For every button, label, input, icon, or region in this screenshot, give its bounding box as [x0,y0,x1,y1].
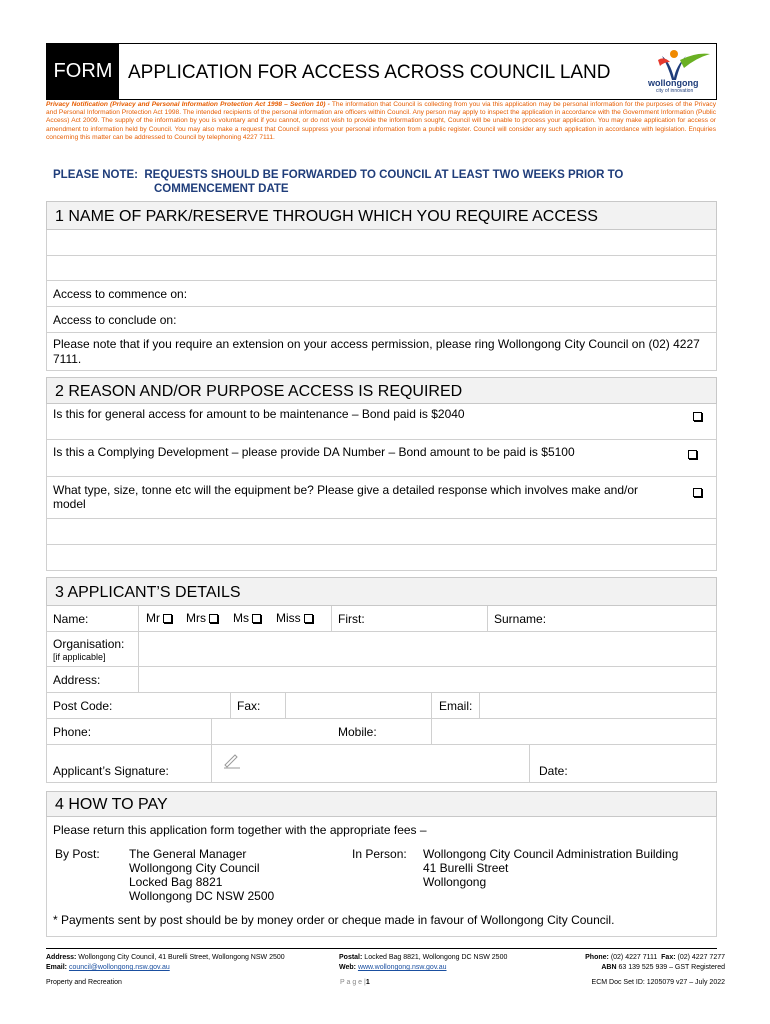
phone-label: Phone: [53,725,92,739]
signature-label: Applicant’s Signature: [53,764,169,778]
person-line: Wollongong City Council Administration Building [423,847,679,861]
title-mrs-option[interactable]: Mrs [186,611,218,625]
person-line: 41 Burelli Street [423,861,509,875]
phone-row [46,719,717,745]
organisation-label: Organisation: [53,637,125,651]
in-person-address [423,847,678,889]
name-label: Name: [53,612,89,626]
post-code-label: Post Code: [53,699,113,713]
fax-label: Fax: [237,699,261,713]
doc-id: ECM Doc Set ID: 1205079 v27 – July 2022 [591,979,725,986]
title-ms-option[interactable]: Ms [233,611,261,625]
logo-tagline: city of innovation [656,88,694,94]
page-title: APPLICATION FOR ACCESS ACROSS COUNCIL LAND [128,62,611,83]
in-person-label: In Person: [352,847,407,861]
section4-heading: 4 HOW TO PAY [46,791,717,817]
reason-complying-checkbox[interactable] [685,447,697,461]
section1-heading: 1 NAME OF PARK/RESERVE THROUGH WHICH YOU REQUIRE ACCESS [46,201,717,230]
date-label: Date: [539,764,568,778]
park-name-field[interactable] [46,230,717,256]
address-label: Address: [53,673,101,687]
equipment-label: What type, size, tonne etc will the equipment be? Please give a detailed response which involves make and/or model [53,483,638,511]
note-line1: REQUESTS SHOULD BE FORWARDED TO COUNCIL AT LEAST TWO WEEKS PRIOR TO [144,169,624,181]
post-address [129,847,274,903]
footer-address: Address: Wollongong City Council, 41 Burelli Street, Wollongong NSW 2500 Email: council@wollongong.nsw.gov.au [46,954,285,971]
footer-dept: Property and Recreation [46,979,122,986]
address-row [46,667,717,693]
reason-complying-label: Is this a Complying Development – please provide DA Number – Bond amount to be paid is $5100 [53,445,575,459]
payment-info [46,817,717,937]
footer-divider [46,948,717,949]
privacy-notification [46,101,716,142]
organisation-row [46,632,717,667]
section3-heading: 3 APPLICANT’S DETAILS [46,577,717,606]
surname-label: Surname: [494,612,547,626]
logo-name: wollongong [648,78,699,88]
if-applicable-note: [if applicable] [53,652,106,662]
by-post-label: By Post: [55,847,100,861]
post-line: Locked Bag 8821 [129,875,223,889]
conclude-row[interactable] [46,307,717,333]
post-line: Wollongong City Council [129,861,260,875]
reason-general-row [46,404,717,440]
signature-row [46,745,717,783]
email-label: Email: [439,699,473,713]
post-line: Wollongong DC NSW 2500 [129,889,275,903]
form-tag: FORM [47,44,119,99]
post-line: The General Manager [129,847,247,861]
reason-general-label: Is this for general access for amount to be maintenance – Bond paid is $2040 [53,407,465,421]
email-link[interactable]: council@wollongong.nsw.gov.au [68,964,170,971]
extension-row [46,333,717,371]
reason-general-checkbox[interactable] [690,409,702,423]
name-row [46,606,717,632]
section2-heading: 2 REASON AND/OR PURPOSE ACCESS IS REQUIRED [46,377,717,404]
privacy-label: Privacy Notification (Privacy and Personal Information Protection Act 1998 – Section 10) - [46,101,330,108]
equipment-field[interactable] [46,519,717,545]
commence-label: Access to commence on: [53,287,188,301]
park-name-field-2[interactable] [46,256,717,281]
privacy-text: The information that Council is collecting from you via this application may be personal information for the purposes of the Privacy and Personal Information Protection Act 1998. The intended recipients of the personal information are officers within Council. Any person may apply to inspect the application in accordance with the Government Information (Public Access) Act 2009. The supply of the information by you is voluntary and if you cannot, or do not wish to provide the information sought, Council will be unable to process your application. You may make application for access or amendment to information held by Council. You may also make a request that Council suppress your personal information from a public register. Council will consider any such application in accordance with legislation. Enquiries concerning this matter can be addressed to Council by telephoning 4227 7111. [46,101,717,141]
page-number: P a g e |1 [340,979,370,986]
footer-postal: Postal: Locked Bag 8821, Wollongong DC NSW 2500 Web: www.wollongong.nsw.gov.au [339,954,508,971]
web-link[interactable]: www.wollongong.nsw.gov.au [357,964,447,971]
person-line: Wollongong [423,875,487,889]
wollongong-logo [640,48,716,98]
equipment-field-2[interactable] [46,545,717,571]
extension-note: Please note that if you require an extension on your access permission, please ring Wollongong City Council on (02) 4227 7111. [53,337,700,366]
title-miss-option[interactable]: Miss [276,611,313,625]
please-note [53,168,713,196]
postcode-row [46,693,717,719]
commence-row[interactable] [46,281,717,307]
footer-contact: Phone: (02) 4227 7111 Fax: (02) 4227 7277 ABN 63 139 525 939 – GST Registered [585,954,725,971]
title-mr-option[interactable]: Mr [146,611,172,625]
payment-intro: Please return this application form together with the appropriate fees – [53,823,427,837]
note-label: PLEASE NOTE: [53,169,138,181]
reason-complying-row [46,440,717,477]
note-line2: COMMENCEMENT DATE [154,183,289,195]
payment-note: * Payments sent by post should be by money order or cheque made in favour of Wollongong City Council. [53,913,615,927]
equipment-checkbox[interactable] [690,485,702,499]
conclude-label: Access to conclude on: [53,313,177,327]
first-name-label: First: [338,612,365,626]
signature-pen-icon[interactable] [223,751,241,772]
mobile-label: Mobile: [338,725,377,739]
equipment-row [46,477,717,519]
